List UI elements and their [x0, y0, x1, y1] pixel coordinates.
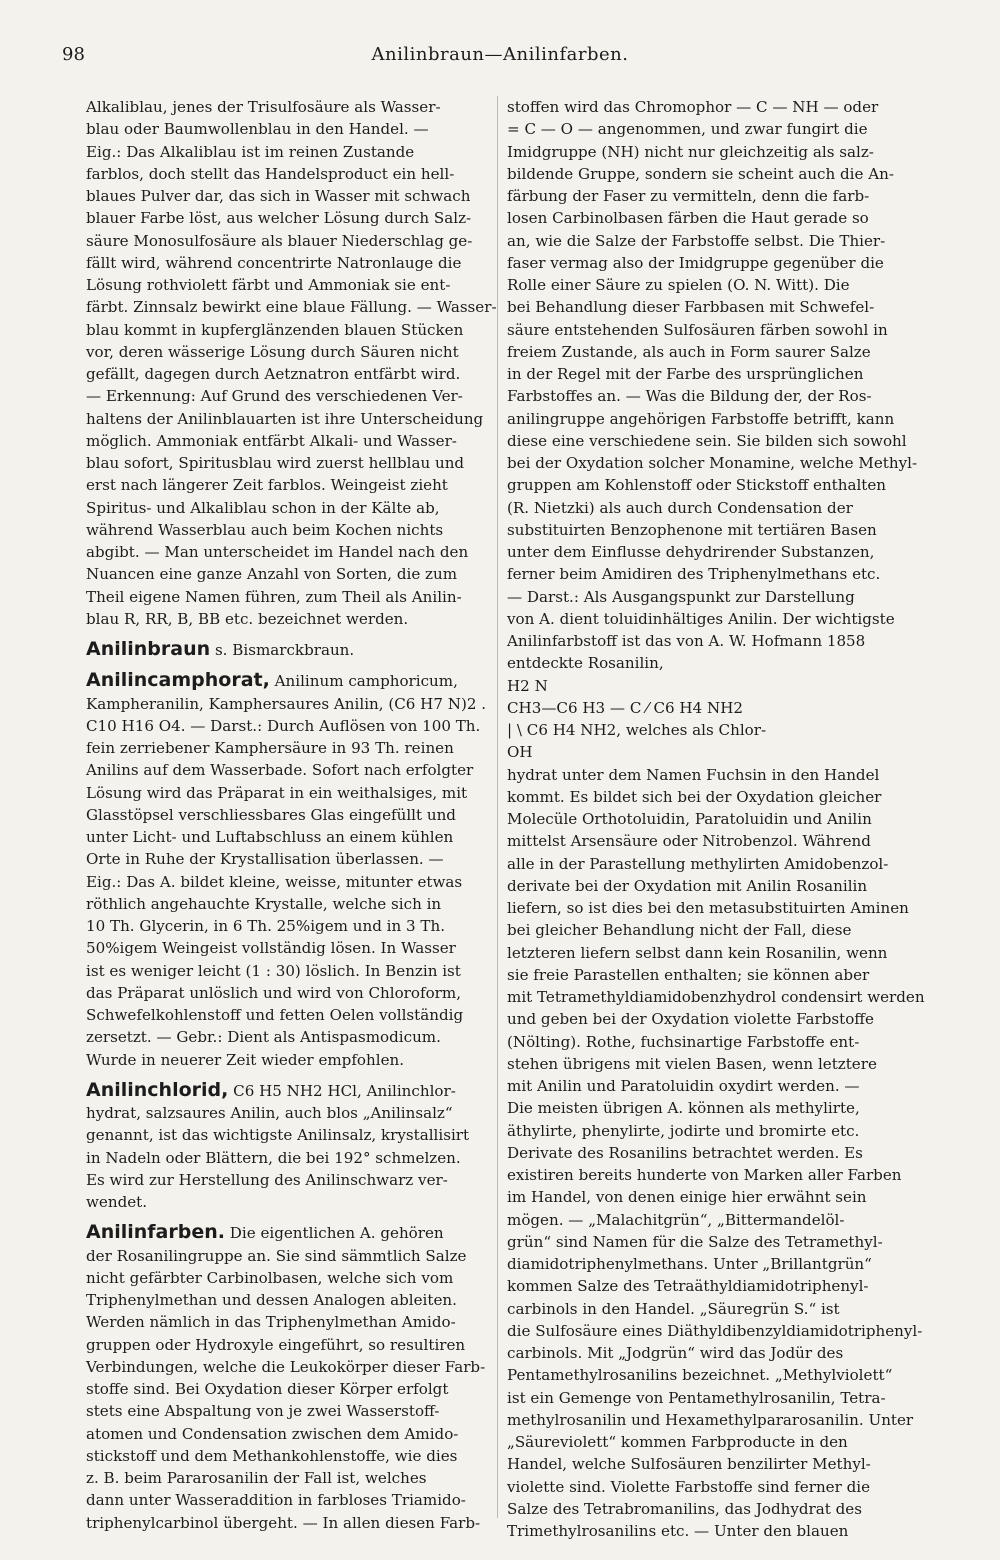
text-line: OH [507, 743, 533, 762]
text-line: Glasstöpsel verschliessbares Glas eingefüllt und [86, 805, 456, 824]
text-line: sie freie Parastellen enthalten; sie können aber [507, 965, 870, 984]
text-line: von A. dient toluidinhältiges Anilin. Der wichtigste [507, 609, 895, 628]
text-line: H2 N [507, 676, 548, 695]
text-line: = C — O — angenommen, und zwar fungirt die [507, 120, 868, 139]
text-line: blau kommt in kupferglänzenden blauen Stücken [86, 320, 464, 339]
text-line: mögen. — „Malachitgrün“, „Bittermandelöl- [507, 1210, 845, 1229]
text-line: bei gleicher Behandlung nicht der Fall, diese [507, 921, 852, 940]
text-line: anilingruppe angehörigen Farbstoffe betrifft, kann [507, 409, 895, 428]
text-line: Es wird zur Herstellung des Anilinschwarz ver- [86, 1170, 448, 1189]
text-line: Orte in Ruhe der Krystallisation überlassen. — [86, 850, 444, 869]
text-line: Lösung rothviolett färbt und Ammoniak sie ent- [86, 276, 451, 294]
text-line: Lösung wird das Präparat in ein weithalsiges, mit [86, 783, 468, 802]
text-line: C10 H16 O4. — Darst.: Durch Auflösen von 100 Th. [86, 716, 481, 735]
text-line: wendet. [86, 1193, 148, 1211]
text-line: ferner beim Amidiren des Triphenylmethans etc. [507, 565, 881, 584]
text-line: liefern, so ist dies bei den metasubstituirten Aminen [507, 899, 909, 917]
text-line: Anilinfarbstoff ist das von A. W. Hofmann 1858 [507, 632, 866, 650]
text-line: und geben bei der Oxydation violette Farbstoffe [507, 1010, 874, 1029]
text-line: diamidotriphenylmethans. Unter „Brillantgrün“ [507, 1255, 872, 1273]
text-line: Alkaliblau, jenes der Trisulfosäure als Wasser- [86, 98, 441, 116]
text-line: 50%igem Weingeist vollständig lösen. In Wasser [86, 939, 456, 958]
column-rule [497, 96, 498, 1518]
text-line: säure Monosulfosäure als blauer Niederschlag ge- [86, 231, 473, 250]
text-line: zersetzt. — Gebr.: Dient als Antispasmodicum. [86, 1028, 441, 1047]
text-line: in der Regel mit der Farbe des ursprünglichen [507, 365, 864, 383]
text-line: Anilinbraun s. Bismarckbraun. [86, 638, 355, 660]
text-line: in Nadeln oder Blättern, die bei 192° schmelzen. [86, 1148, 461, 1167]
text-line: stoffe sind. Bei Oxydation dieser Körper erfolgt [86, 1380, 449, 1398]
text-line: Triphenylmethan und dessen Analogen ableiten. [86, 1291, 457, 1309]
text-line: abgibt. — Man unterscheidet im Handel nach den [86, 543, 469, 561]
page-number: 98 [62, 44, 85, 65]
text-line: gefällt, dagegen durch Aetznatron entfärbt wird. [86, 365, 461, 383]
text-line: fällt wird, während concentrirte Natronlauge die [86, 253, 462, 272]
text-line: Die meisten übrigen A. können als methylirte, [507, 1099, 860, 1118]
paragraph-gap [86, 1071, 490, 1079]
text-line: im Handel, von denen einige hier erwähnt sein [507, 1188, 867, 1207]
text-line: Farbstoffes an. — Was die Bildung der, der Ros- [507, 387, 872, 406]
text-line: triphenylcarbinol übergeht. — In allen diesen Farb- [86, 1513, 481, 1532]
entry-headword: Anilinchlorid, [86, 1078, 229, 1101]
text-line: röthlich angehauchte Krystalle, welche sich in [86, 894, 442, 913]
right-column [507, 96, 935, 1542]
text-line: Schwefelkohlenstoff und fetten Oelen vollständig [86, 1006, 464, 1024]
paragraph-gap [86, 1213, 490, 1221]
text-line: hydrat unter dem Namen Fuchsin in den Handel [507, 765, 880, 784]
text-line: carbinols in den Handel. „Säuregrün S.“ ist [507, 1299, 840, 1318]
text-line: existiren bereits hunderte von Marken aller Farben [507, 1166, 902, 1184]
text-line: dann unter Wasseraddition in farbloses Triamido- [86, 1491, 466, 1510]
text-line: (R. Nietzki) als auch durch Condensation der [507, 498, 853, 517]
text-line: substituirten Benzophenone mit tertiären Basen [507, 520, 877, 539]
paragraph-gap [86, 630, 490, 638]
text-line: letzteren liefern selbst dann kein Rosanilin, wenn [507, 943, 888, 962]
text-line: Trimethylrosanilins etc. — Unter den blauen [507, 1522, 849, 1540]
text-line: fein zerriebener Kamphersäure in 93 Th. reinen [86, 739, 454, 757]
text-line: atomen und Condensation zwischen dem Amido- [86, 1424, 459, 1443]
text-line: Theil eigene Namen führen, zum Theil als Anilin- [86, 587, 462, 606]
text-line: faser vermag also der Imidgruppe gegenüber die [507, 253, 884, 272]
text-line: „Säureviolett“ kommen Farbproducte in den [507, 1433, 848, 1451]
text-line: stets eine Abspaltung von je zwei Wasserstoff- [86, 1402, 440, 1421]
text-line: hydrat, salzsaures Anilin, auch blos „Anilinsalz“ [86, 1104, 453, 1122]
text-line: Anilinfarben. Die eigentlichen A. gehören [86, 1221, 444, 1244]
text-line: unter Licht- und Luftabschluss an einem kühlen [86, 828, 454, 846]
text-line: genannt, ist das wichtigste Anilinsalz, krystallisirt [86, 1126, 470, 1145]
text-line: mittelst Arsensäure oder Nitrobenzol. Während [507, 832, 871, 851]
text-line: losen Carbinolbasen färben die Haut gerade so [507, 209, 869, 228]
text-line: Eig.: Das A. bildet kleine, weisse, mitunter etwas [86, 872, 463, 891]
text-line: möglich. Ammoniak entfärbt Alkali- und Wasser- [86, 431, 457, 450]
text-line: blau oder Baumwollenblau in den Handel. — [86, 120, 429, 139]
text-line: stoffen wird das Chromophor — C — NH — oder [507, 98, 879, 116]
text-line: diese eine verschiedene sein. Sie bilden sich sowohl [507, 431, 907, 450]
text-line: gruppen am Kohlenstoff oder Stickstoff enthalten [507, 476, 886, 495]
text-line: kommen Salze des Tetraäthyldiamidotriphenyl- [507, 1277, 869, 1296]
text-line: Verbindungen, welche die Leukokörper dieser Farb- [86, 1357, 486, 1376]
text-line: nicht gefärbter Carbinolbasen, welche sich vom [86, 1268, 454, 1287]
text-line: 10 Th. Glycerin, in 6 Th. 25%igem und in 3 Th. [86, 917, 445, 935]
text-line: färbt. Zinnsalz bewirkt eine blaue Fällung. — Wasser- [86, 298, 497, 317]
text-line: während Wasserblau auch beim Kochen nichts [86, 520, 444, 539]
text-line: mit Tetramethyldiamidobenzhydrol condensirt werden [507, 988, 925, 1006]
text-line: ist es weniger leicht (1 : 30) löslich. In Benzin ist [86, 961, 461, 980]
running-head: Anilinbraun—Anilinfarben. [371, 44, 629, 65]
text-line: Kampheranilin, Kamphersaures Anilin, (C6 H7 N)2 . [86, 694, 487, 713]
text-line: z. B. beim Pararosanilin der Fall ist, welches [86, 1469, 427, 1487]
text-line: Molecüle Orthotoluidin, Paratoluidin und Anilin [507, 810, 872, 828]
text-line: bildende Gruppe, sondern sie scheint auch die An- [507, 164, 894, 183]
entry-headword: Anilincamphorat, [86, 669, 270, 692]
text-line: blaues Pulver dar, das sich in Wasser mit schwach [86, 187, 471, 205]
text-line: stehen übrigens mit vielen Basen, wenn letztere [507, 1054, 877, 1073]
text-line: | \ C6 H4 NH2, welches als Chlor- [507, 721, 767, 739]
text-line: methylrosanilin und Hexamethylpararosanilin. Unter [507, 1410, 914, 1429]
text-line: entdeckte Rosanilin, [507, 654, 664, 673]
entry-headword: Anilinfarben. [86, 1221, 225, 1244]
text-line: kommt. Es bildet sich bei der Oxydation gleicher [507, 787, 882, 806]
text-line: bei Behandlung dieser Farbbasen mit Schwefel- [507, 298, 875, 317]
text-line: ist ein Gemenge von Pentamethylrosanilin, Tetra- [507, 1388, 886, 1407]
text-line: Imidgruppe (NH) nicht nur gleichzeitig als salz- [507, 142, 874, 161]
text-line: Anilins auf dem Wasserbade. Sofort nach erfolgter [86, 761, 474, 780]
text-line: violette sind. Violette Farbstoffe sind ferner die [507, 1477, 871, 1496]
text-line: derivate bei der Oxydation mit Anilin Rosanilin [507, 876, 868, 895]
text-line: Pentamethylrosanilins bezeichnet. „Methylviolett“ [507, 1366, 893, 1385]
text-line: stickstoff und dem Methankohlenstoffe, wie dies [86, 1446, 458, 1465]
text-line: Wurde in neuerer Zeit wieder empfohlen. [86, 1050, 405, 1069]
text-line: Spiritus- und Alkaliblau schon in der Kälte ab, [86, 498, 440, 517]
text-line: unter dem Einflusse dehydrirender Substanzen, [507, 543, 875, 561]
text-line: säure entstehenden Sulfosäuren färben sowohl in [507, 320, 888, 339]
text-line: blau R, RR, B, BB etc. bezeichnet werden. [86, 609, 409, 628]
text-line: gruppen oder Hydroxyle eingeführt, so resultiren [86, 1335, 466, 1354]
text-line: alle in der Parastellung methylirten Amidobenzol- [507, 854, 889, 873]
text-line: blauer Farbe löst, aus welcher Lösung durch Salz- [86, 209, 472, 228]
text-line: bei der Oxydation solcher Monamine, welche Methyl- [507, 454, 918, 472]
text-line: mit Anilin und Paratoluidin oxydirt werden. — [507, 1077, 860, 1095]
text-line: Eig.: Das Alkaliblau ist im reinen Zustande [86, 142, 415, 161]
text-line: farblos, doch stellt das Handelsproduct ein hell- [86, 164, 455, 183]
text-line: Salze des Tetrabromanilins, das Jodhydrat des [507, 1499, 862, 1518]
text-line: das Präparat unlöslich und wird von Chloroform, [86, 983, 461, 1002]
text-line: Handel, welche Sulfosäuren benzilirter Methyl- [507, 1455, 871, 1474]
text-line: färbung der Faser zu vermitteln, denn die farb- [507, 187, 870, 205]
entry-headword: Anilinbraun [86, 638, 211, 660]
paragraph-gap [86, 661, 490, 669]
text-line: die Sulfosäure eines Diäthyldibenzyldiamidotriphenyl- [507, 1321, 923, 1340]
text-line: an, wie die Salze der Farbstoffe selbst. Die Thier- [507, 231, 886, 250]
left-column [86, 96, 497, 1534]
text-line: der Rosanilingruppe an. Sie sind sämmtlich Salze [86, 1246, 467, 1265]
text-line: äthylirte, phenylirte, jodirte und bromirte etc. [507, 1121, 860, 1140]
text-line: haltens der Anilinblauarten ist ihre Unterscheidung [86, 409, 484, 428]
text-line: Anilinchlorid, C6 H5 NH2 HCl, Anilinchlor- [86, 1078, 456, 1101]
text-line: grün“ sind Namen für die Salze des Tetramethyl- [507, 1232, 883, 1251]
text-line: Rolle einer Säure zu spielen (O. N. Witt). Die [507, 276, 850, 294]
text-line: freiem Zustande, als auch in Form saurer Salze [507, 342, 871, 361]
text-line: carbinols. Mit „Jodgrün“ wird das Jodür des [507, 1344, 844, 1362]
text-line: vor, deren wässerige Lösung durch Säuren nicht [86, 342, 459, 361]
text-line: Werden nämlich in das Triphenylmethan Amido- [86, 1313, 456, 1332]
text-line: — Erkennung: Auf Grund des verschiedenen Ver- [86, 387, 463, 406]
text-line: erst nach längerer Zeit farblos. Weingeist zieht [86, 476, 448, 495]
text-line: Anilincamphorat, Anilinum camphoricum, [86, 669, 458, 692]
text-line: (Nölting). Rothe, fuchsinartige Farbstoffe ent- [507, 1032, 860, 1051]
text-line: Nuancen eine ganze Anzahl von Sorten, die zum [86, 565, 458, 584]
text-line: blau sofort, Spiritusblau wird zuerst hellblau und [86, 454, 465, 472]
text-line: Derivate des Rosanilins betrachtet werden. Es [507, 1143, 863, 1162]
text-line: — Darst.: Als Ausgangspunkt zur Darstellung [507, 587, 855, 606]
text-line: CH3—C6 H3 — C ⁄ C6 H4 NH2 [507, 698, 743, 717]
